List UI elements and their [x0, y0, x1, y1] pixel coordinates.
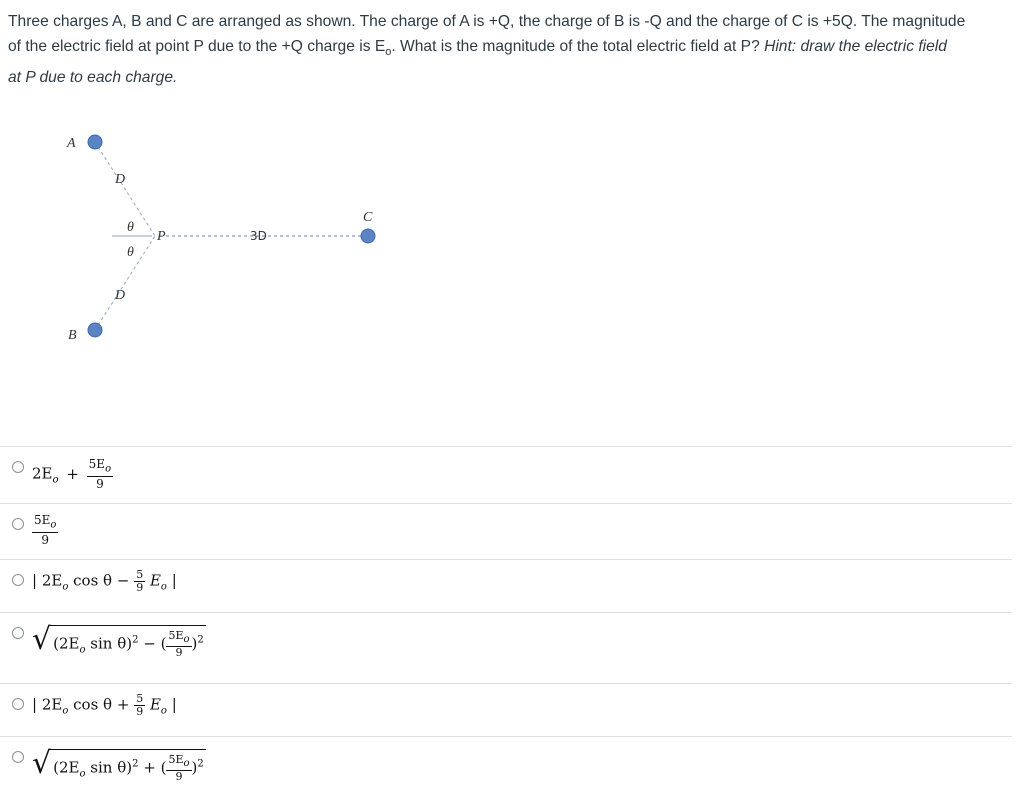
question-line-2: of the electric field at point P due to the +Q charge is E — [8, 38, 386, 55]
choice-3-expression: | $2E_o$ cos θ − $\frac{5}{9}$ $E_o$ | — [32, 568, 177, 594]
label-b: B — [68, 328, 77, 343]
label-a: A — [67, 136, 76, 151]
charge-diagram — [0, 110, 400, 350]
label-theta-top: θ — [127, 220, 134, 235]
label-c: C — [363, 210, 373, 225]
line-a-p — [95, 142, 155, 236]
hint-text-2: at P due to each charge. — [8, 69, 178, 87]
answer-choice-2[interactable] — [0, 503, 1012, 560]
charge-b — [88, 323, 102, 337]
label-d-top: D — [115, 172, 126, 187]
answer-choice-6[interactable] — [0, 736, 1012, 804]
radio-button[interactable] — [12, 461, 24, 473]
answer-choice-4[interactable] — [0, 612, 1012, 684]
charge-c — [361, 229, 375, 243]
choice-6-expression: √ ($2E_o$ sin θ)$^2$ + ( $\frac{5E_o}{9}$ )$^2$ — [32, 746, 204, 784]
radio-button[interactable] — [12, 698, 24, 710]
label-theta-bottom: θ — [127, 245, 134, 260]
radio-button[interactable] — [12, 751, 24, 763]
line-b-p — [95, 236, 155, 330]
question-line-1: Three charges A, B and C are arranged as shown. The charge of A is +Q, the charge of B is -Q and the charge of C is +5Q. The magnitude — [8, 13, 966, 30]
choice-4-expression: √ ($2E_o$ sin θ)$^2$ − ( $\frac{5E_o}{9}$ )$^2$ — [32, 622, 204, 660]
label-p: P — [157, 229, 166, 244]
choice-2-expression: $\frac{5E_o}{9}$ — [34, 513, 57, 548]
answer-choice-3[interactable] — [0, 559, 1012, 613]
choice-5-expression: | $2E_o$ cos θ + $\frac{5}{9}$ $E_o$ | — [32, 692, 177, 718]
hint-text: Hint: draw the electric field — [764, 38, 947, 55]
radio-button[interactable] — [12, 574, 24, 586]
answer-choice-1[interactable] — [0, 446, 1012, 504]
label-3d: 3D — [250, 229, 267, 243]
question-line-2b: . What is the magnitude of the total electric field at P? — [391, 38, 765, 55]
e-subscript: o — [385, 46, 392, 59]
radio-button[interactable] — [12, 518, 24, 530]
answer-choice-5[interactable] — [0, 683, 1012, 737]
label-d-bottom: D — [115, 288, 126, 303]
question-text — [8, 9, 1016, 90]
radio-button[interactable] — [12, 627, 24, 639]
choice-1-expression: $2E_o$ + $\frac{5E_o}{9}$ — [32, 457, 112, 492]
charge-a — [88, 135, 102, 149]
